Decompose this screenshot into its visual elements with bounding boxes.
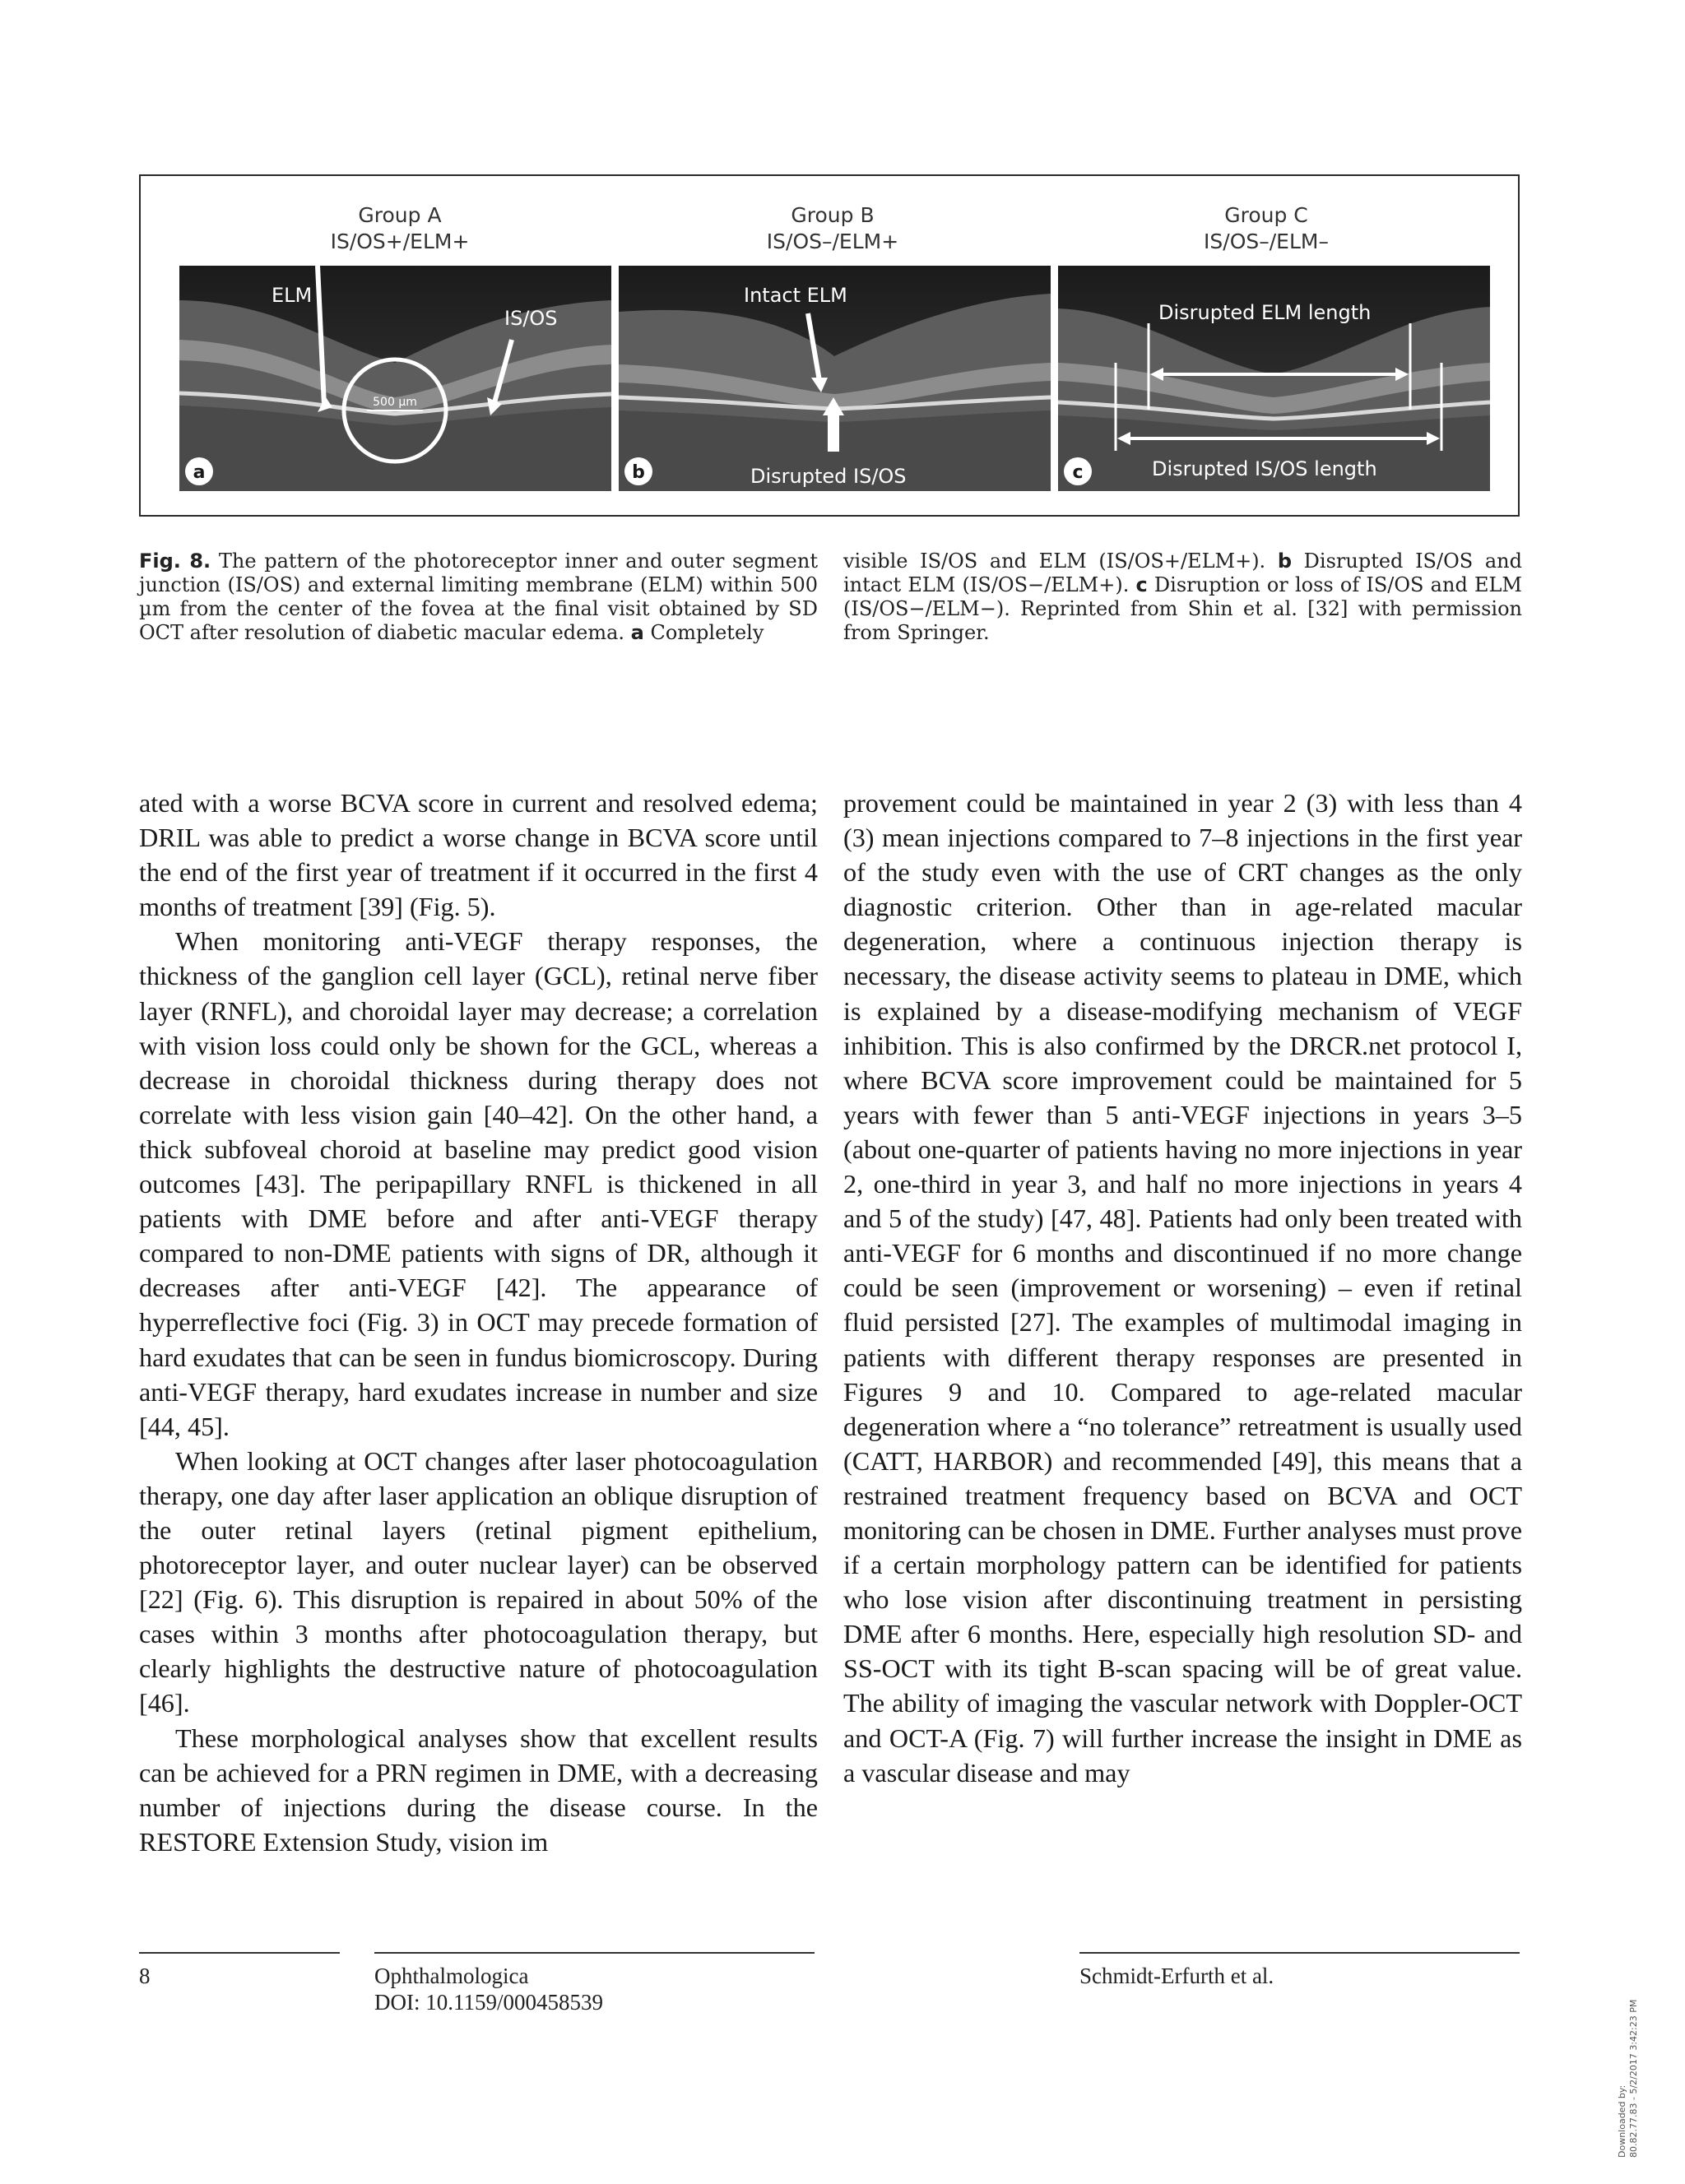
oct-scan-a: [179, 266, 611, 491]
paragraph: When looking at OCT changes after laser photocoagulation therapy, one day after laser application an oblique disruption of the outer retinal layers (retinal pigment epithelium, photoreceptor layer, and outer nuclear layer) can be observed [22] (Fig. 6). This disruption is repaired in about 50% of the cases within 3 months after photocoagulation therapy, but clearly highlights the destructive nature of photocoagulation [46].: [139, 1445, 818, 1718]
panel-a-letter: a: [193, 462, 206, 483]
download-note: [1615, 1913, 1640, 2159]
body-column-right: [843, 786, 1522, 1790]
disrupted-isos-label: Disrupted IS/OS: [750, 465, 907, 488]
footer-rule-middle: [374, 1952, 815, 1954]
footer-rule-left: [139, 1952, 340, 1954]
oct-panel-c: [1058, 266, 1490, 491]
figure-label: Fig. 8.: [139, 549, 211, 573]
paragraph: These morphological analyses show that excellent results can be achieved for a PRN regimen in DME, with a decreasing number of injections during the disease course. In the RESTORE Extension Study, vision im: [139, 1723, 818, 1857]
oct-panel-a: [179, 266, 611, 491]
paragraph: ated with a worse BCVA score in current and resolved edema; DRIL was able to predict a worse change in BCVA score until the end of the first year of treatment if it occurred in the first 4 months of treatment [39] (Fig. 5).: [139, 788, 818, 922]
caption-text-2b: visible IS/OS and ELM (IS/OS+/ELM+).: [843, 549, 1278, 573]
oct-scan-c: [1058, 266, 1490, 491]
elm-label: ELM: [272, 284, 313, 307]
group-c-name: Group C: [1224, 203, 1308, 227]
caption-text-1: The pattern of the photoreceptor inner and outer segment junction (IS/OS) and external limiting membrane (ELM) within 500 µm from the center of the fovea at the final visit obtained by SD OCT after resolution of diabetic macular edema.: [139, 549, 818, 644]
download-note-line1: Downloaded by:: [1617, 2084, 1627, 2158]
group-b-header: [619, 202, 1047, 255]
caption-sub-b: b: [1277, 549, 1293, 573]
scale-label: 500 µm: [373, 396, 417, 409]
doi: DOI: 10.1159/000458539: [374, 1990, 603, 2015]
group-b-label: IS/OS–/ELM+: [766, 230, 899, 253]
panel-b-letter: b: [632, 462, 645, 483]
running-authors: Schmidt-Erfurth et al.: [1079, 1964, 1274, 1988]
paragraph: provement could be maintained in year 2 (3) with less than 4 (3) mean injections compared to 7–8 injections in the first year of the study even with the use of CRT changes as the only diagnostic criterion. Other than in age-related macular degeneration, where a continuous injection therapy is necessary, the disease activity seems to plateau in DME, which is explained by a disease-modifying mechanism of VEGF inhibition. This is also confirmed by the DRCR.net protocol I, where BCVA score improvement could be maintained for 5 years with fewer than 5 anti-VEGF injections in years 3–5 (about one-quarter of patients having no more injections in year 2, one-third in year 3, and half no more injections in years 4 and 5 of the study) [47, 48]. Patients had only been treated with anti-VEGF for 6 months and discontinued if no more change could be seen (improvement or worsening) – even if retinal fluid persisted [27]. The examples of multimodal imaging in patients with different therapy responses are presented in Figures 9 and 10. Compared to age-related macular degeneration where a “no tolerance” retreatment is usually used (CATT, HARBOR) and recommended [49], this means that a restrained treatment frequency based on BCVA and OCT monitoring can be chosen in DME. Further analyses must prove if a certain morphology pattern can be identified for patients who lose vision after discontinuing treatment in persisting DME after 6 months. Here, especially high resolution SD- and SS-OCT with its tight B-scan spacing will be of great value. The ability of imaging the vascular network with Doppler-OCT and OCT-A (Fig. 7) will further increase the insight in DME as a vascular disease and may: [843, 788, 1522, 1788]
group-a-name: Group A: [358, 203, 442, 227]
group-a-header: [186, 202, 614, 255]
group-c-header: [1052, 202, 1480, 255]
caption-text-2a: Completely: [643, 621, 764, 644]
figure-caption-left: [139, 549, 818, 645]
intact-elm-label: Intact ELM: [744, 284, 847, 307]
caption-sub-c: c: [1135, 573, 1148, 596]
download-note-line2: 80.82.77.83 - 5/2/2017 3:42:23 PM: [1628, 1999, 1639, 2158]
group-b-name: Group B: [791, 203, 875, 227]
oct-panel-b: [619, 266, 1051, 491]
body-column-left: [139, 786, 818, 1859]
caption-text-4: Disruption or loss of IS/OS and ELM (IS/OS−/ELM−). Reprinted from Shin et al. [32] with permission from Springer.: [843, 573, 1523, 644]
elm-length-label: Disrupted ELM length: [1158, 301, 1372, 324]
journal-name: Ophthalmologica: [374, 1964, 529, 1988]
disrupted-isos-arrow: [828, 412, 839, 452]
group-a-label: IS/OS+/ELM+: [330, 230, 470, 253]
group-c-label: IS/OS–/ELM–: [1204, 230, 1329, 253]
caption-sub-a: a: [630, 621, 644, 644]
isos-length-label: Disrupted IS/OS length: [1152, 457, 1377, 480]
paragraph: When monitoring anti-VEGF therapy responses, the thickness of the ganglion cell layer (GCL), retinal nerve fiber layer (RNFL), and choroidal layer may decrease; a correlation with vision loss could only be shown for the GCL, whereas a decrease in choroidal thickness during therapy does not correlate with less vision gain [40–42]. On the other hand, a thick subfoveal choroid at baseline may predict good vision outcomes [43]. The peripapillary RNFL is thickened in all patients with DME before and after anti-VEGF therapy compared to non-DME patients with signs of DR, although it decreases after anti-VEGF [42]. The appearance of hyperreflective foci (Fig. 3) in OCT may precede formation of hard exudates that can be seen in fundus biomicroscopy. During anti-VEGF therapy, hard exudates increase in number and size [44, 45].: [139, 926, 818, 1441]
panel-c-letter: c: [1072, 462, 1084, 483]
caption-text-3: Disrupted IS/OS and intact ELM (IS/OS−/ELM+).: [843, 549, 1522, 596]
page-number: 8: [139, 1964, 151, 1988]
oct-scan-b: [619, 266, 1051, 491]
isos-label: IS/OS: [504, 307, 558, 330]
footer-rule-right: [1079, 1952, 1520, 1954]
figure-caption-right: [843, 549, 1522, 645]
